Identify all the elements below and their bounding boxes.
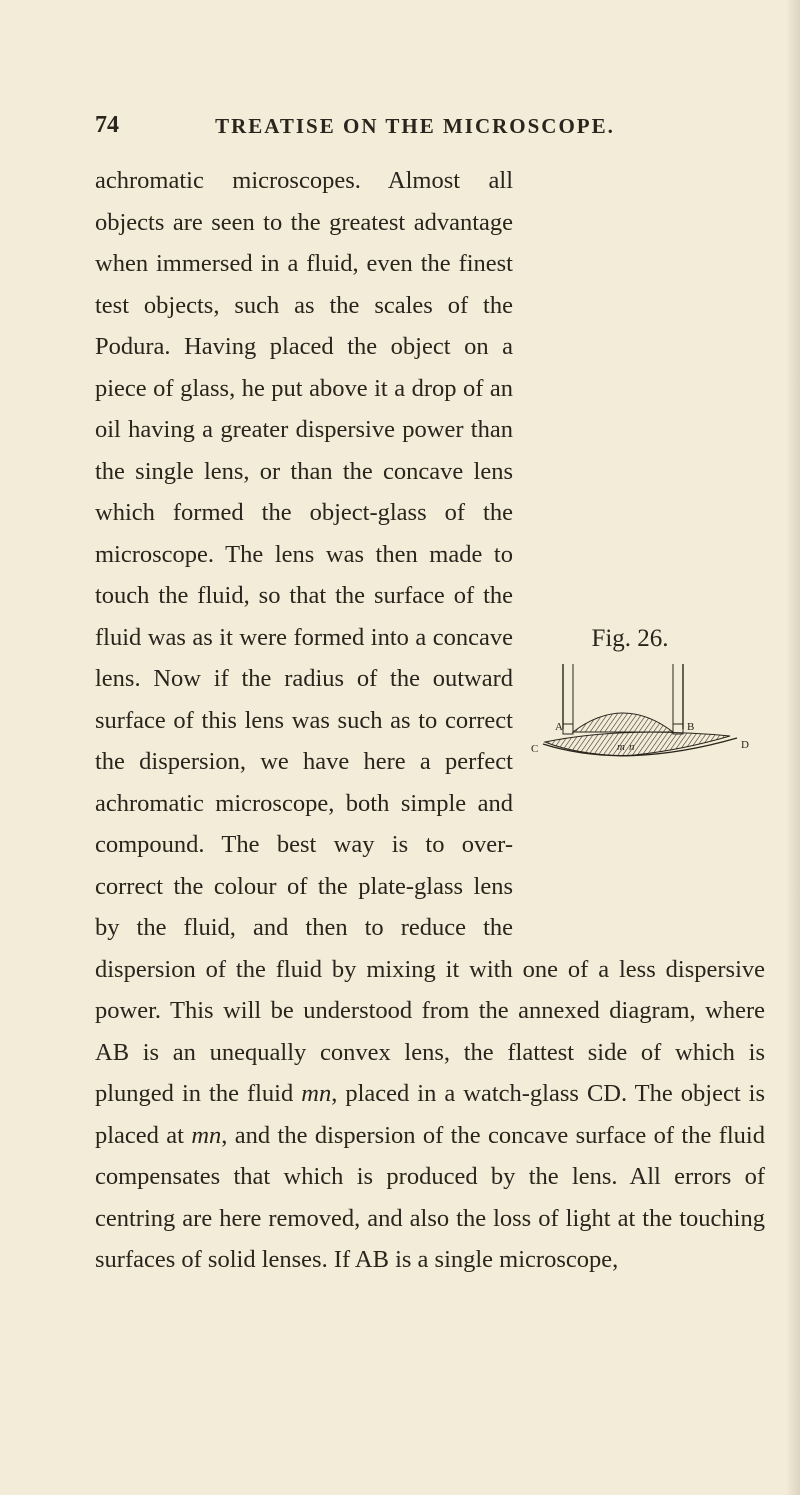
page-header	[95, 112, 735, 142]
italic-mn-second: mn	[191, 1121, 222, 1149]
label-m: m	[617, 741, 625, 753]
text-after: , and the dispersion of the concave surface of the fluid compensates that which is produced by the lens. All errors of centring are here removed, and also the loss of light at the touching surfaces of solid lenses. If AB is a single microscope,	[95, 1121, 765, 1273]
lens-diagram	[525, 664, 765, 764]
running-title: TREATISE ON THE MICROSCOPE.	[215, 114, 615, 138]
figure-caption: Fig. 26.	[591, 625, 669, 652]
page-edge-shadow	[786, 0, 800, 1495]
label-a: A	[555, 721, 563, 733]
body-text	[95, 160, 765, 1281]
text-mid: , placed in a watch-glass CD. The object is placed at	[95, 1080, 765, 1149]
label-n: n	[629, 741, 635, 753]
lens-ab	[573, 713, 673, 732]
holder-a	[563, 724, 573, 734]
page-number: 74	[95, 112, 119, 138]
label-b: B	[687, 721, 695, 733]
label-c: C	[531, 743, 539, 755]
figure-26	[525, 618, 765, 910]
label-d: D	[741, 739, 749, 751]
text-before-figure: achromatic microscopes. Almost all objects are seen to the greatest advantage when immersed in a fluid, even the finest test objects, such as the scales of the Podura. Having placed the object on a piece of glass, he put above it a drop of an oil having a greater dispersive power than the single lens, or than the concave lens which formed the object-glass of the microscope. The lens was then made to touch the fluid, so that the surface of the fluid was as it were formed into a concave lens. Now if the radius of the outward surface of this lens was such as to correct the dispersion, we have here a perfect achromatic microscope, both simple and compound. The best way is to over-correct the colour of the plate-glass lens by the fluid, and then to reduce the dispersion of the fluid by mixing it with one of a less dispersive power. This will be understood from the annexed diagram, where AB is an unequally convex lens, the flattest side of which is plunged in the fluid	[95, 167, 765, 1107]
fluid-mn	[545, 732, 730, 756]
italic-mn: mn	[301, 1080, 332, 1107]
